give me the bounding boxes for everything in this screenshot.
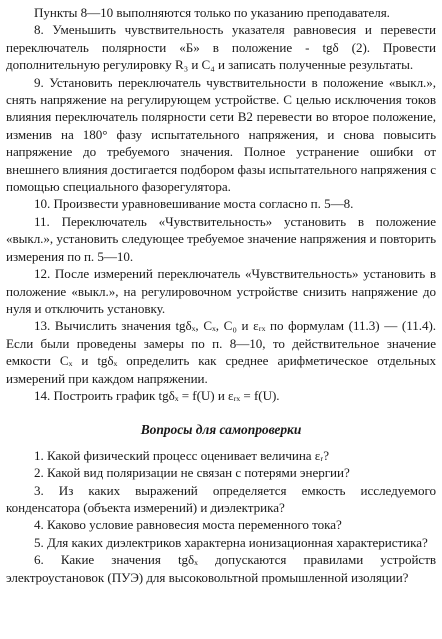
question-6: 6. Какие значения tgδₓ допускаются правилами устройств электроустановок (ПУЭ) для высоковольтной промышленной изоляции? xyxy=(6,552,436,585)
question-5: 5. Для каких диэлектриков характерна ионизационная характеристика? xyxy=(34,534,428,550)
step-9-paragraph: 9. Установить переключатель чувствительности в положение «выкл.», снять напряжение на регулирующем устройстве. С целью исключения токов влияния переключатель полярности сети В2 перевести во второе положение, изменив на 180° фазу испытательного напряжения, и снова повысить напряжение до требуемого значения. Полное устранение ошибки от внешнего влияния достигается подбором фазы испытательного напряжения с помощью специального фазорегулятора. xyxy=(6,74,436,195)
step-11-paragraph: 11. Переключатель «Чувствительность» установить в положение «выкл.», установить следующее требуемое значение напряжения и повторить измерения по п. 5—10. xyxy=(6,213,436,264)
intro-paragraph: Пункты 8—10 выполняются только по указанию преподавателя. xyxy=(34,5,390,20)
heading-gap xyxy=(6,439,436,447)
step-14-paragraph: 14. Построить график tgδₓ = f(U) и εᵣₓ = f(U). xyxy=(34,387,280,403)
step-10-paragraph: 10. Произвести уравновешивание моста согласно п. 5—8. xyxy=(34,196,354,212)
question-1: 1. Какой физический процесс оценивает величина εᵣ? xyxy=(34,447,329,463)
question-4: 4. Каково условие равновесия моста переменного тока? xyxy=(34,517,342,533)
step-13-paragraph: 13. Вычислить значения tgδₓ, Cₓ, C₀ и εᵣₓ по формулам (11.3) — (11.4). Если были проведены замеры по п. 8—10, то действительное значение емкости Cₓ и tgδₓ определить как среднее арифметическое отдельных измерений при каждом напряжении. xyxy=(6,318,436,386)
section-gap xyxy=(6,404,436,421)
question-2: 2. Какой вид поляризации не связан с потерями энергии? xyxy=(34,465,350,481)
question-3: 3. Из каких выражений определяется емкость исследуемого конденсатора (объекта измерений) и диэлектрика? xyxy=(6,482,436,515)
step-8-paragraph: 8. Уменьшить чувствительность указателя равновесия и перевести переключатель полярности «Б» в положение - tgδ (2). Провести дополнительную регулировку R₃ и C₄ и записать полученные результаты. xyxy=(6,22,436,73)
step-12-paragraph: 12. После измерений переключатель «Чувствительность» установить в положение «выкл.», на регулировочном устройстве снизить напряжение до нуля и отключить установку. xyxy=(6,266,436,316)
questions-heading: Вопросы для самопроверки xyxy=(140,422,302,438)
